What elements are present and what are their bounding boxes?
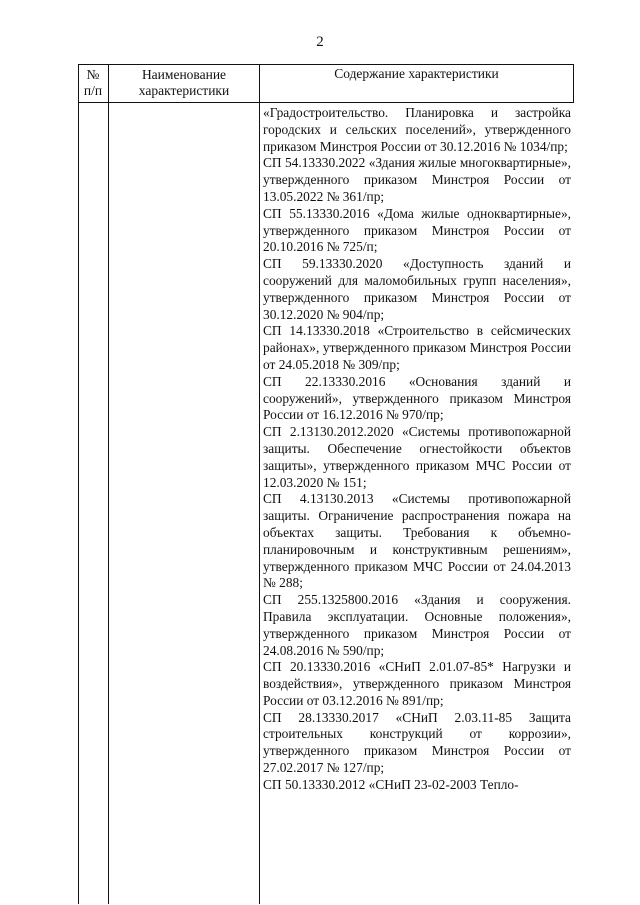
paragraph-1: «Градостроительство. Планировка и застройка городских и сельских поселений», утвержденного приказом Минстроя России от 30.12.2016 № 1034/пр; bbox=[263, 105, 571, 154]
content-cell bbox=[263, 105, 571, 794]
header-number bbox=[78, 67, 108, 99]
table-header-bottom-border bbox=[78, 102, 574, 103]
header-name bbox=[109, 67, 259, 99]
header-content-label: Содержание характеристики bbox=[334, 66, 499, 81]
characteristics-table bbox=[78, 64, 574, 904]
table-right-border bbox=[573, 64, 574, 102]
paragraph-5: СП 14.13330.2018 «Строительство в сейсмических районах», утвержденного приказом Минстроя России от 24.05.2018 № 309/пр; bbox=[263, 323, 571, 372]
paragraph-8: СП 4.13130.2013 «Системы противопожарной защиты. Ограничение распространения пожара на объектах защиты. Требования к объемно-планировочным и конструктивным решениям», утвержденного приказом МЧС России от 24.04.2013 № 288; bbox=[263, 491, 571, 591]
table-column-divider-2 bbox=[259, 64, 260, 904]
header-content bbox=[260, 66, 573, 82]
paragraph-6: СП 22.13330.2016 «Основания зданий и сооружений», утвержденного приказом Минстроя России от 16.12.2016 № 970/пр; bbox=[263, 373, 571, 423]
table-top-border bbox=[78, 64, 574, 65]
paragraph-12: СП 50.13330.2012 «СНиП 23-02-2003 Тепло- bbox=[263, 776, 519, 792]
table-column-divider-1 bbox=[108, 64, 109, 904]
paragraph-4: СП 59.13330.2020 «Доступность зданий и сооружений для маломобильных групп населения», утвержденного приказом Минстроя России от 30.12.2020 № 904/пр; bbox=[263, 256, 571, 322]
header-name-line1: Наименование bbox=[141, 67, 227, 82]
table-left-border bbox=[78, 64, 79, 904]
paragraph-10: СП 20.13330.2016 «СНиП 2.01.07-85* Нагрузки и воздействия», утвержденного приказом Минстроя России от 03.12.2016 № 891/пр; bbox=[263, 659, 571, 708]
header-number-line1: № bbox=[86, 67, 100, 82]
paragraph-7: СП 2.13130.2012.2020 «Системы противопожарной защиты. Обеспечение огнестойкости объектов защиты», утвержденного приказом МЧС России от 12.03.2020 № 151; bbox=[263, 424, 571, 490]
page-number: 2 bbox=[316, 34, 324, 50]
paragraph-3: СП 55.13330.2016 «Дома жилые одноквартирные», утвержденного приказом Минстроя России от 20.10.2016 № 725/п; bbox=[263, 205, 571, 255]
header-name-line2: характеристики bbox=[138, 83, 230, 98]
paragraph-11: СП 28.13330.2017 «СНиП 2.03.11-85 Защита строительных конструкций от коррозии», утвержденного приказом Минстроя России от 27.02.2017 № 127/пр; bbox=[263, 709, 571, 776]
paragraph-2: СП 54.13330.2022 «Здания жилые многоквартирные», утвержденного приказом Минстроя России от 13.05.2022 № 361/пр; bbox=[263, 155, 571, 204]
paragraph-9: СП 255.1325800.2016 «Здания и сооружения. Правила эксплуатации. Основные положения», утвержденного приказом Минстроя России от 24.08.2016 № 590/пр; bbox=[263, 592, 571, 658]
header-number-line2: п/п bbox=[83, 83, 103, 98]
